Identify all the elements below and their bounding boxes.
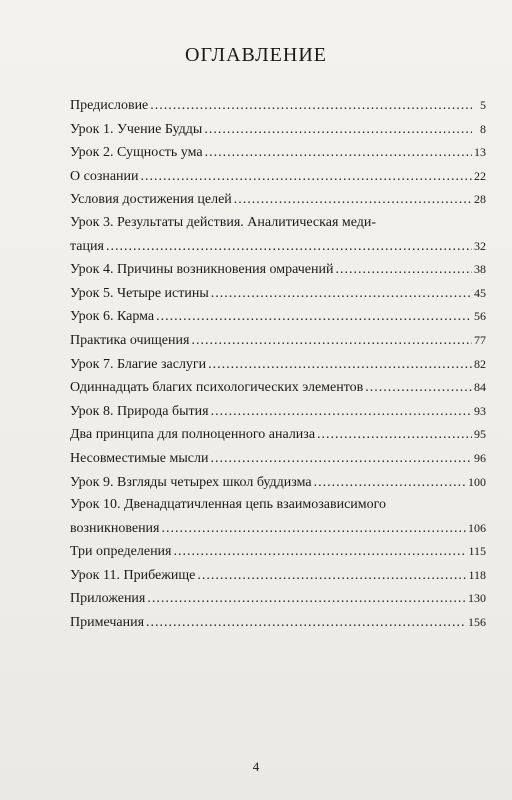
- toc-entry: [70, 94, 490, 118]
- toc-entry-page: 93: [474, 403, 486, 418]
- toc-entry-line: [70, 282, 486, 306]
- toc-entry-title: Предисловие: [70, 98, 149, 113]
- toc-entry-title: Урок 2. Сущность ума: [70, 145, 203, 161]
- toc-entry-title: Урок 5. Четыре истины: [70, 285, 209, 301]
- toc-entry-line: [70, 118, 486, 142]
- toc-entry-line: [70, 258, 486, 282]
- toc-entry-page: 77: [474, 332, 486, 347]
- dot-leader: [208, 354, 472, 377]
- dot-leader: [174, 541, 467, 564]
- toc-entry-title: Урок 1. Учение Будды: [70, 121, 203, 137]
- dot-leader: [211, 401, 472, 424]
- toc-entry-title: Урок 4. Причины возникновения омрачений: [70, 262, 334, 278]
- dot-leader: [141, 166, 472, 189]
- toc-entry-title: Урок 6. Карма: [70, 309, 155, 325]
- toc-entry-page: 118: [468, 567, 486, 582]
- toc-entry-title: Урок 10. Двенадцатичленная цепь взаимозависимого: [70, 497, 387, 513]
- toc-entry-line: [70, 188, 486, 212]
- toc-entry-page: 13: [474, 145, 486, 160]
- toc-entry-page: 38: [474, 262, 486, 277]
- toc-entry-title: Три определения: [70, 544, 172, 560]
- toc-entry-page: 106: [468, 520, 486, 535]
- toc-entry-title: Урок 7. Благие заслуги: [70, 356, 207, 372]
- toc-entry-line: [70, 447, 486, 471]
- toc-entry-page: 28: [474, 192, 486, 207]
- toc-entry: [70, 400, 490, 424]
- toc-entry: [70, 305, 490, 329]
- toc-entry-line: [70, 517, 486, 541]
- toc-entry: [70, 540, 490, 564]
- toc-entry: [70, 329, 490, 353]
- dot-leader: [234, 189, 472, 212]
- toc-entry-line: [70, 564, 486, 588]
- toc-entry-line: [70, 423, 486, 447]
- dot-leader: [197, 565, 466, 588]
- toc-entry-page: 84: [474, 380, 486, 395]
- toc-entry-title: Урок 11. Прибежище: [70, 567, 196, 583]
- toc-entry-line: [70, 94, 486, 118]
- toc-entry-title: Урок 3. Результаты действия. Аналитическая меди-: [70, 214, 377, 230]
- dot-leader: [314, 472, 466, 495]
- toc-entry: [70, 282, 490, 306]
- toc-entry-title: Несовместимые мысли: [70, 450, 209, 466]
- toc-entry: [70, 118, 490, 142]
- dot-leader: [191, 330, 472, 353]
- toc-entry: [70, 376, 490, 400]
- toc-entry-line: [70, 376, 486, 400]
- toc-entry-title: Примечания: [70, 615, 145, 631]
- toc-entry-page: 156: [468, 615, 486, 630]
- toc-entry-line: [70, 400, 486, 424]
- toc-entry: [70, 165, 490, 189]
- dot-leader: [146, 612, 466, 635]
- dot-leader: [150, 95, 472, 118]
- toc-entry: [70, 353, 490, 377]
- dot-leader: [106, 236, 472, 259]
- toc-entry-title: Условия достижения целей: [70, 192, 232, 208]
- dot-leader: [205, 142, 472, 165]
- toc-entry-page: 56: [474, 309, 486, 324]
- toc-entry-page: 82: [474, 356, 486, 371]
- dot-leader: [211, 283, 472, 306]
- toc-entry-continuation: возникновения: [70, 520, 160, 536]
- toc-entry-line: [70, 611, 486, 635]
- toc-entry-page: 45: [474, 285, 486, 300]
- toc-entry: [70, 447, 490, 471]
- dot-leader: [156, 306, 472, 329]
- toc-entry-line: [70, 587, 486, 611]
- toc-entry-title: Практика очищения: [70, 332, 190, 348]
- toc-entry-page: 8: [480, 121, 486, 136]
- toc-entry: [70, 564, 490, 588]
- toc-entry-page: 32: [474, 238, 486, 253]
- toc-entry: [70, 258, 490, 282]
- dot-leader: [317, 424, 472, 447]
- toc-entry-line: [70, 329, 486, 353]
- toc-entry-page: 22: [474, 168, 486, 183]
- toc-entry: [70, 587, 490, 611]
- toc-entry-line: [70, 165, 486, 189]
- page-number: 4: [252, 759, 260, 774]
- toc-entry-title: Урок 9. Взгляды четырех школ буддизма: [70, 474, 312, 490]
- dot-leader: [365, 377, 472, 400]
- toc-entry-title: Урок 8. Природа бытия: [70, 403, 209, 419]
- toc-entry-line: [70, 305, 486, 329]
- toc-entry-line: [70, 235, 486, 259]
- toc-entry-title: Одиннадцать благих психологических элементов: [70, 380, 364, 396]
- toc-entry-title: Приложения: [70, 591, 146, 607]
- dot-leader: [204, 119, 472, 142]
- toc-entry: [70, 494, 490, 540]
- toc-entry-line: [70, 540, 486, 564]
- toc-entry-page: 100: [468, 474, 486, 489]
- toc-entry: [70, 423, 490, 447]
- toc-entry: [70, 212, 490, 258]
- toc-entry-continuation: тация: [70, 238, 104, 254]
- toc-entry-line: [70, 353, 486, 377]
- toc-entry: [70, 611, 490, 635]
- dot-leader: [147, 588, 466, 611]
- dot-leader: [210, 448, 472, 471]
- dot-leader: [162, 518, 467, 541]
- toc-entry-page: 96: [474, 450, 486, 465]
- page-title: ОГЛАВЛЕНИЕ: [185, 44, 327, 66]
- table-of-contents: [70, 94, 490, 635]
- dot-leader: [335, 259, 472, 282]
- toc-entry-title: Два принципа для полноценного анализа: [70, 427, 316, 443]
- toc-entry-page: 5: [480, 98, 486, 112]
- toc-entry-line: [70, 141, 486, 165]
- toc-entry-title: О сознании: [70, 168, 139, 184]
- toc-entry-page: 115: [468, 544, 486, 559]
- toc-entry-page: 130: [468, 591, 486, 606]
- toc-entry-line: [70, 471, 486, 495]
- toc-entry: [70, 188, 490, 212]
- toc-entry-page: 95: [474, 427, 486, 442]
- toc-entry: [70, 471, 490, 495]
- toc-entry: [70, 141, 490, 165]
